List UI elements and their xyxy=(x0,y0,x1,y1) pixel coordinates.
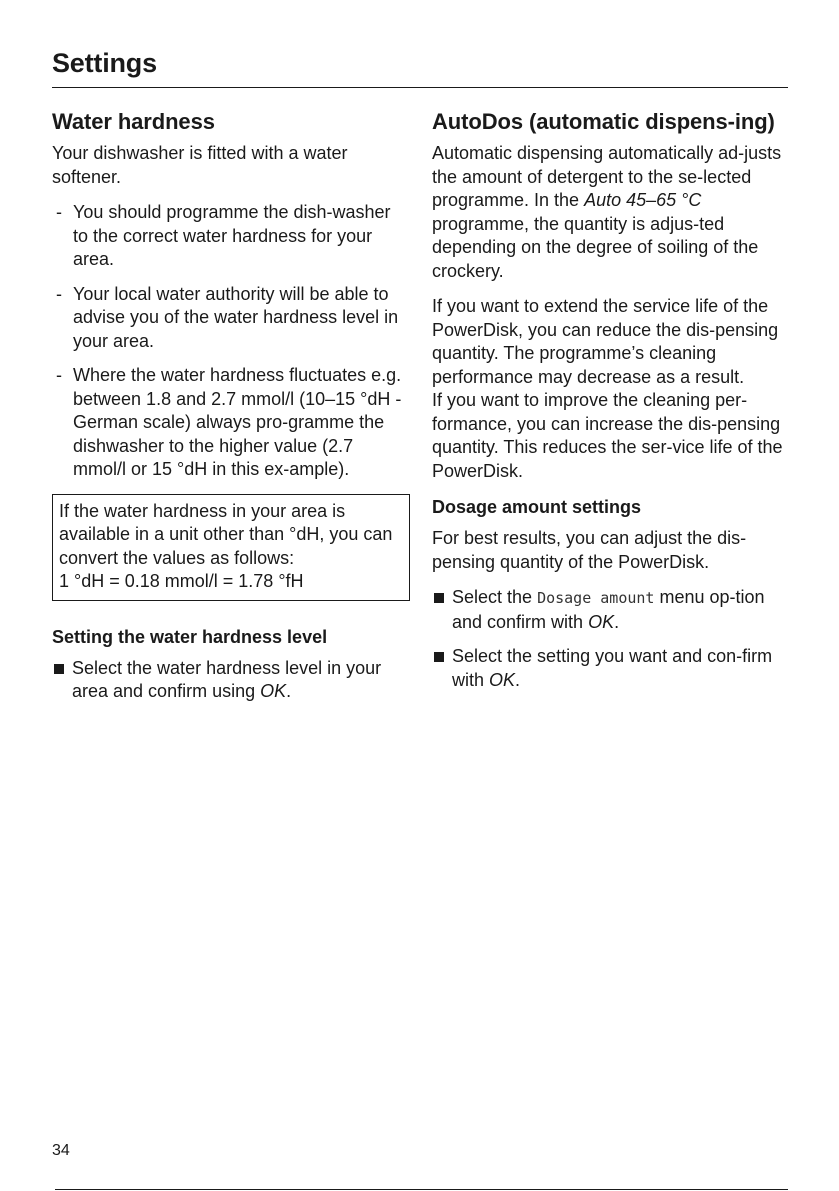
dosage-steps xyxy=(432,586,788,692)
step-text: Select the setting you want and con-firm with xyxy=(452,646,773,690)
footer-divider xyxy=(55,1189,788,1190)
water-hardness-heading: Water hardness xyxy=(52,109,215,134)
list-item xyxy=(52,283,410,354)
list-item-text: Your local water authority will be able to advise you of the water hardness level in your area. xyxy=(73,283,399,351)
setting-water-hardness-subheading: Setting the water hardness level xyxy=(52,626,328,647)
page-title: Settings xyxy=(52,48,157,78)
dash-bullet: - xyxy=(56,202,62,222)
ok-button-reference: OK xyxy=(489,669,516,690)
menu-option-reference: Dosage amount xyxy=(537,589,655,607)
page-number: 34 xyxy=(52,1142,70,1159)
autodos-paragraph-3: If you want to improve the cleaning per-formance, you can increase the dis-pensing quantity. This reduces the ser-vice life of the PowerDisk. xyxy=(432,390,783,481)
list-item xyxy=(52,201,410,272)
paragraph-text: programme, the quantity is adjus-ted depending on the degree of soiling of the crockery. xyxy=(432,213,759,281)
paragraph-text: Automatic dispensing automatically ad-justs the amount of detergent to the se-lected programme. In the xyxy=(432,143,782,210)
step-end: . xyxy=(515,669,521,690)
water-hardness-steps xyxy=(52,657,410,704)
autodos-paragraph-2: If you want to extend the service life of the PowerDisk, you can reduce the dis-pensing quantity. The programme’s cleaning performance may decrease as a result. xyxy=(432,296,779,387)
autodos-heading: AutoDos (automatic dispens-ing) xyxy=(432,109,775,134)
square-bullet-icon xyxy=(434,593,444,603)
square-bullet-icon xyxy=(54,664,64,674)
conversion-formula: 1 °dH = 0.18 mmol/l = 1.78 °fH xyxy=(59,571,304,591)
water-hardness-dash-list xyxy=(52,201,410,482)
step-item xyxy=(432,586,788,634)
water-hardness-intro: Your dishwasher is fitted with a water softener. xyxy=(52,143,348,187)
step-end: . xyxy=(286,681,292,701)
list-item xyxy=(52,364,410,482)
dash-bullet: - xyxy=(56,365,62,385)
step-end: . xyxy=(614,611,620,632)
conversion-note-text: If the water hardness in your area is available in a unit other than °dH, you can convert the values as follows: xyxy=(59,500,393,568)
ok-button-reference: OK xyxy=(588,611,615,632)
list-item-text: You should programme the dish-washer to the correct water hardness for your area. xyxy=(73,202,391,269)
step-item xyxy=(52,657,410,704)
left-column xyxy=(52,108,410,715)
right-column xyxy=(432,108,788,703)
dash-bullet: - xyxy=(56,283,62,304)
square-bullet-icon xyxy=(434,652,444,662)
step-text: Select the xyxy=(452,587,538,607)
step-text: Select the water hardness level in your area and confirm using xyxy=(72,657,382,701)
conversion-note-box xyxy=(52,494,410,601)
autodos-paragraph-1 xyxy=(432,142,788,283)
title-divider xyxy=(52,87,788,88)
ok-button-reference: OK xyxy=(260,681,287,701)
dosage-intro: For best results, you can adjust the dis-pensing quantity of the PowerDisk. xyxy=(432,528,747,572)
programme-name: Auto 45–65 °C xyxy=(584,190,702,210)
step-item xyxy=(432,645,788,692)
list-item-text: Where the water hardness fluctuates e.g. between 1.8 and 2.7 mmol/l (10–15 °dH - German scale) always pro-gramme the dishwasher to the higher value (2.7 mmol/l or 15 °dH in this ex-ample). xyxy=(73,365,402,479)
step-text: menu op-tion and confirm with xyxy=(452,587,765,632)
dosage-amount-subheading: Dosage amount settings xyxy=(432,497,642,517)
